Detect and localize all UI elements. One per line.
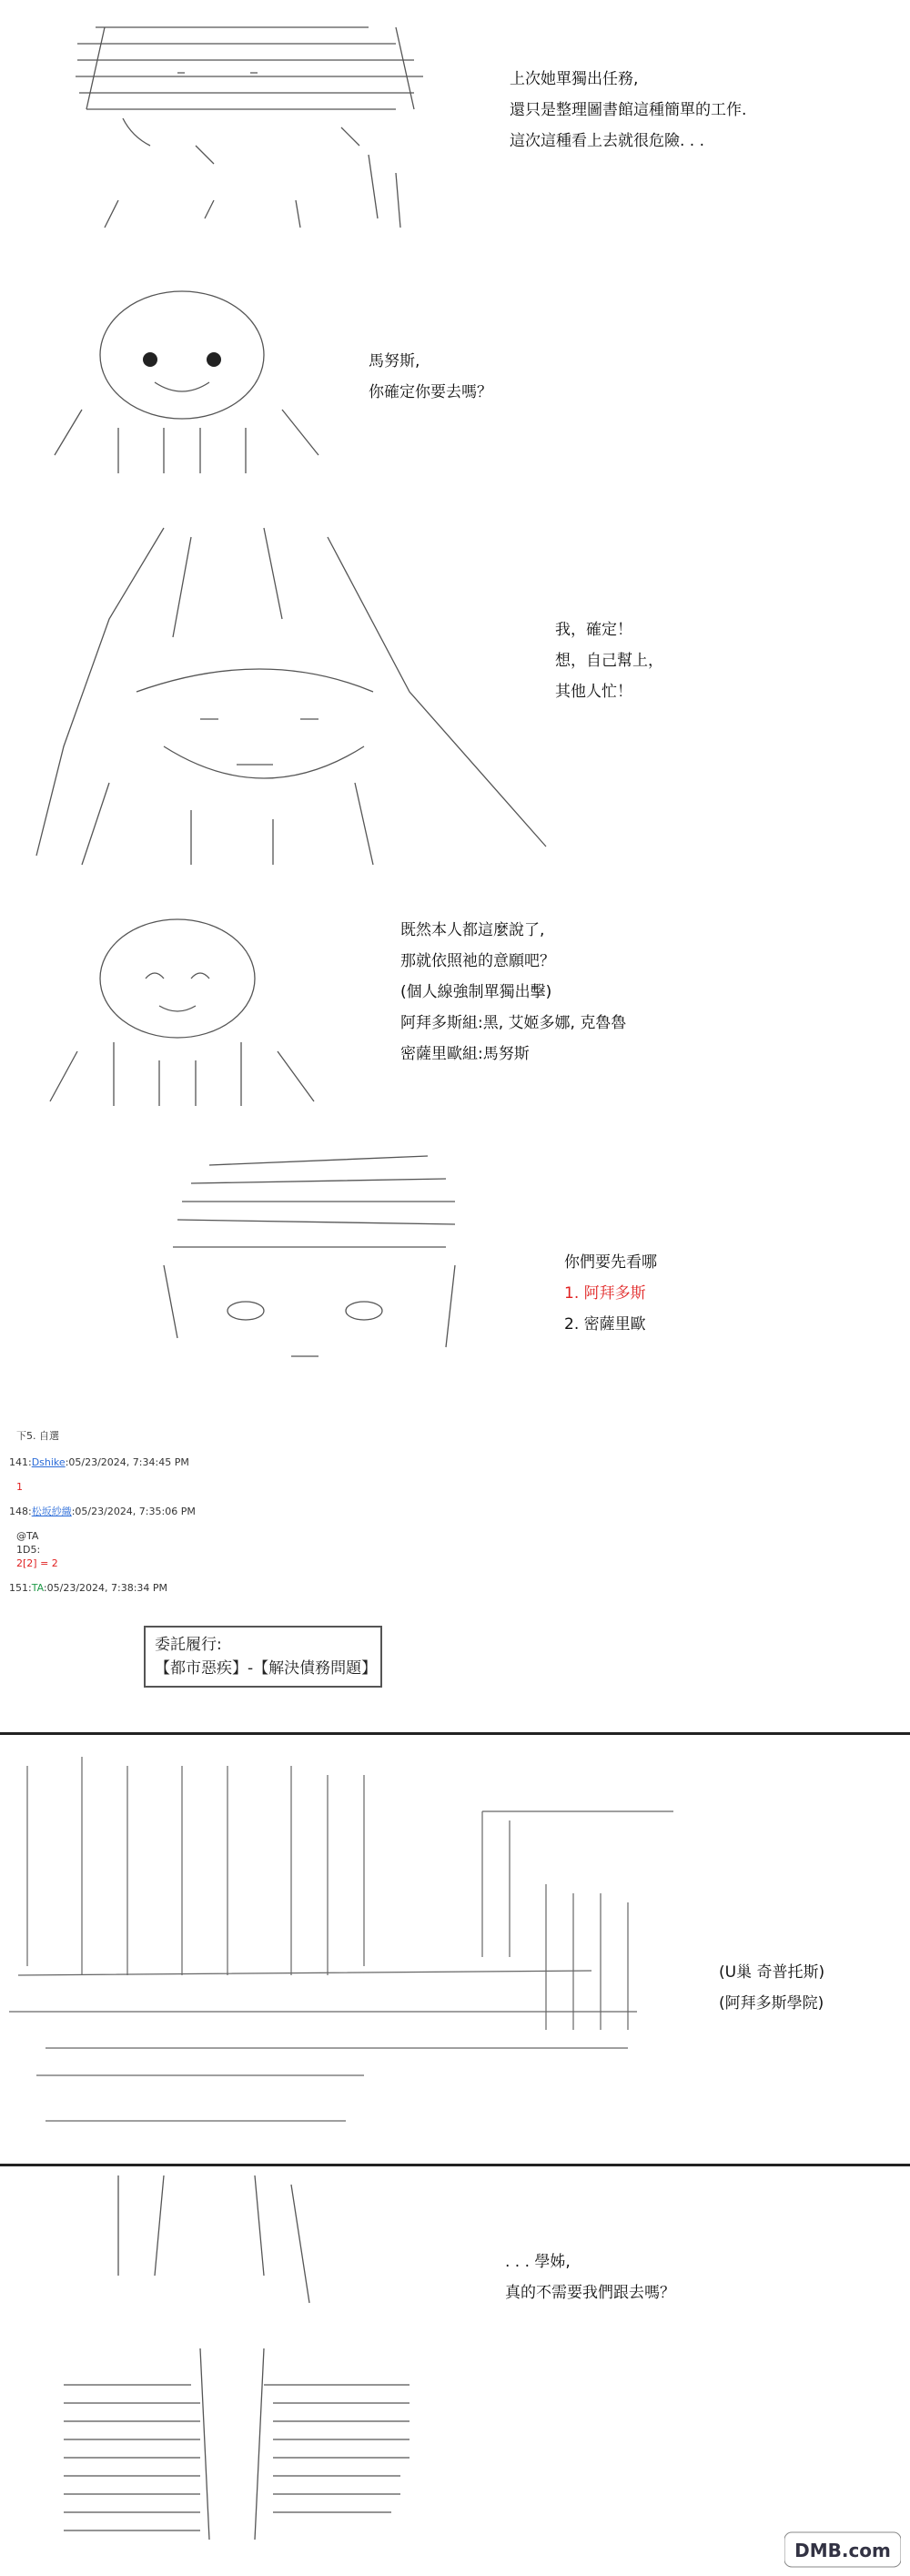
character-art-5 xyxy=(155,1129,482,1384)
dialog-line: 馬努斯, xyxy=(369,352,420,370)
log-body: 1 xyxy=(16,1481,23,1493)
dialog-box-3 xyxy=(555,614,663,707)
dialog-line: 既然本人都這麼說了, xyxy=(400,921,545,939)
dialog-line: 阿拜多斯組:黑, 艾姬多娜, 克魯魯 xyxy=(400,1014,627,1032)
choice-option-2[interactable]: 2. 密薩里歐 xyxy=(564,1315,646,1334)
dialog-line: 你確定你要去嗎？ xyxy=(369,383,492,401)
commission-title: 委託履行: xyxy=(155,1636,222,1654)
dialog-box-final xyxy=(505,2246,675,2308)
choice-question: 你們要先看哪 xyxy=(564,1253,657,1272)
log-body: 2[2] = 2 xyxy=(16,1557,58,1569)
dialog-box-4 xyxy=(400,915,626,1070)
dialog-line: 其他人忙！ xyxy=(555,683,632,701)
dialog-line: 我，確定！ xyxy=(555,621,632,639)
commission-detail: 【都市惡疾】-【解決債務問題】 xyxy=(155,1659,378,1678)
dialog-line: 這次這種看上去就很危險. . . xyxy=(510,132,705,150)
log-header: 下5. 自選 xyxy=(16,1430,59,1442)
log-body: @TA xyxy=(16,1530,39,1542)
log-body: 1D5: xyxy=(16,1544,41,1556)
location-box xyxy=(719,1957,824,2019)
log-entry: 151:TA:05/23/2024, 7:38:34 PM xyxy=(9,1582,168,1594)
location-line: (阿拜多斯學院) xyxy=(719,1994,824,2013)
dialog-line: 想，自己幫上， xyxy=(555,652,663,670)
log-username[interactable]: TA xyxy=(31,1582,44,1594)
dialog-line: 還只是整理圖書館這種簡單的工作. xyxy=(510,101,747,119)
character-art-1 xyxy=(68,9,450,237)
character-art-6 xyxy=(55,2166,446,2549)
log-username[interactable]: 松坂紗織 xyxy=(31,1506,72,1517)
character-art-3 xyxy=(27,510,555,874)
dialog-line: 上次她單獨出任務, xyxy=(510,70,639,88)
character-art-4 xyxy=(41,906,341,1115)
dialog-line: . . . 學姊, xyxy=(505,2253,571,2271)
choice-box xyxy=(564,1247,657,1340)
commission-box xyxy=(144,1626,382,1688)
dialog-line: 真的不需要我們跟去嗎？ xyxy=(505,2284,675,2302)
scene-art xyxy=(0,1739,910,2166)
panel-divider xyxy=(0,1732,910,1735)
site-logo-text: DMB.com xyxy=(794,2540,891,2561)
dialog-line: 密薩里歐組:馬努斯 xyxy=(400,1045,530,1063)
log-entry: 141:Dshike:05/23/2024, 7:34:45 PM xyxy=(9,1456,189,1468)
dialog-box-2 xyxy=(369,346,492,408)
dialog-box-1 xyxy=(510,64,746,157)
dialog-line: (個人線強制單獨出擊) xyxy=(400,983,552,1001)
log-username[interactable]: Dshike xyxy=(31,1456,66,1468)
site-logo xyxy=(784,2529,901,2571)
log-entry: 148:松坂紗織:05/23/2024, 7:35:06 PM xyxy=(9,1506,196,1517)
character-art-2 xyxy=(46,273,337,482)
location-line: (U巢 奇普托斯) xyxy=(719,1963,825,1982)
dialog-line: 那就依照祂的意願吧？ xyxy=(400,952,555,970)
choice-option-1[interactable]: 1. 阿拜多斯 xyxy=(564,1284,646,1303)
vote-log xyxy=(9,1429,196,1595)
